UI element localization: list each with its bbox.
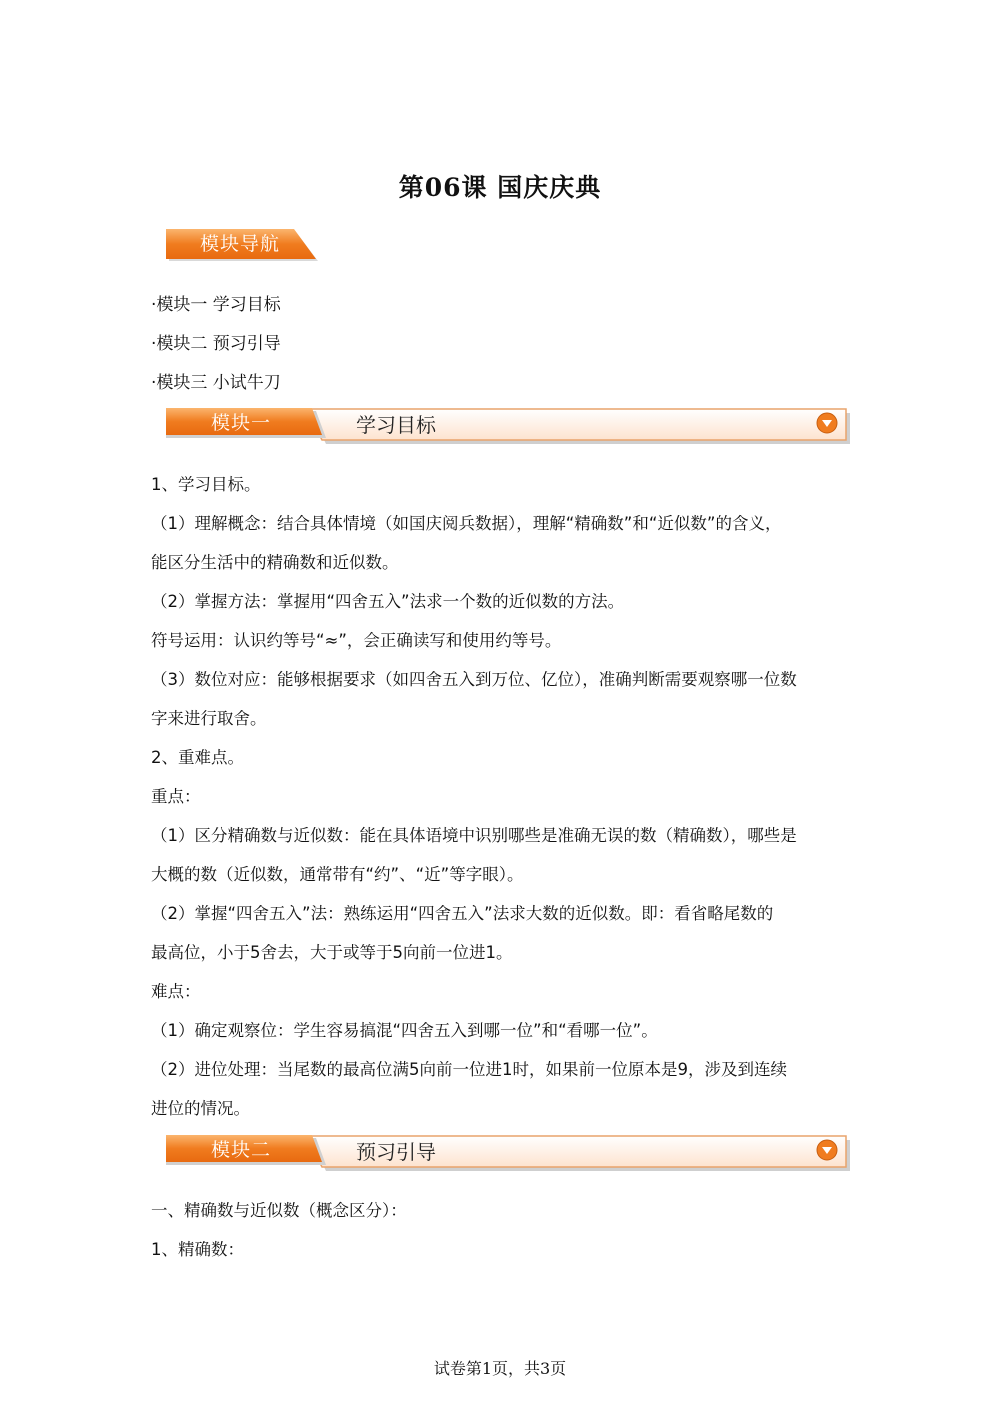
module2-title: 预习引导 [356,1140,436,1164]
nav-item-module3: ·模块三 小试牛刀 [151,373,281,393]
text-line: 大概的数（近似数，通常带有“约”、“近”等字眼）。 [151,865,524,884]
text-line: （2）掌握“四舍五入”法：熟练运用“四舍五入”法求大数的近似数。即：看省略尾数的 [151,904,774,923]
chevron-down-circle-icon[interactable] [816,412,838,434]
text-line: 一、精确数与近似数（概念区分）： [151,1201,407,1220]
section1-body [151,473,863,1136]
text-line: 重点： [151,787,201,806]
text-line: （3）数位对应：能够根据要求（如四舍五入到万位、亿位），准确判断需要观察哪一位数 [151,670,797,689]
module-nav-banner [166,229,318,261]
page-footer: 试卷第1页，共3页 [433,1359,567,1378]
chevron-down-circle-icon[interactable] [816,1139,838,1161]
nav-banner-label: 模块导航 [200,233,281,255]
nav-item-module1: ·模块一 学习目标 [151,295,281,315]
text-line: 符号运用：认识约等号“≈”，会正确读写和使用约等号。 [151,631,562,650]
text-line: （1）确定观察位：学生容易搞混“四舍五入到哪一位”和“看哪一位”。 [151,1021,658,1040]
module-nav-list [151,293,281,410]
nav-item-module2: ·模块二 预习引导 [151,334,281,354]
text-line: 难点： [151,982,201,1001]
text-line: （2）掌握方法：掌握用“四舍五入”法求一个数的近似数的方法。 [151,592,625,611]
text-line: （1）理解概念：结合具体情境（如国庆阅兵数据），理解“精确数”和“近似数”的含义， [151,514,782,533]
text-line: 1、学习目标。 [151,475,261,494]
text-line: 能区分生活中的精确数和近似数。 [151,553,399,572]
module2-label: 模块二 [210,1139,271,1161]
module1-banner [166,408,850,444]
text-line: （1）区分精确数与近似数：能在具体语境中识别哪些是准确无误的数（精确数），哪些是 [151,826,797,845]
module1-title: 学习目标 [356,413,436,437]
text-line: 字来进行取舍。 [151,709,267,728]
text-line: （2）进位处理：当尾数的最高位满5向前一位进1时，如果前一位原本是9，涉及到连续 [151,1060,787,1079]
text-line: 2、重难点。 [151,748,244,767]
section2-body [151,1199,863,1277]
text-line: 进位的情况。 [151,1099,250,1118]
module2-banner [166,1135,850,1171]
module1-label: 模块一 [210,412,271,434]
text-line: 最高位，小于5舍去，大于或等于5向前一位进1。 [151,943,513,962]
text-line: 1、精确数： [151,1240,244,1259]
page-title: 第06课 国庆庆典 [398,173,602,202]
